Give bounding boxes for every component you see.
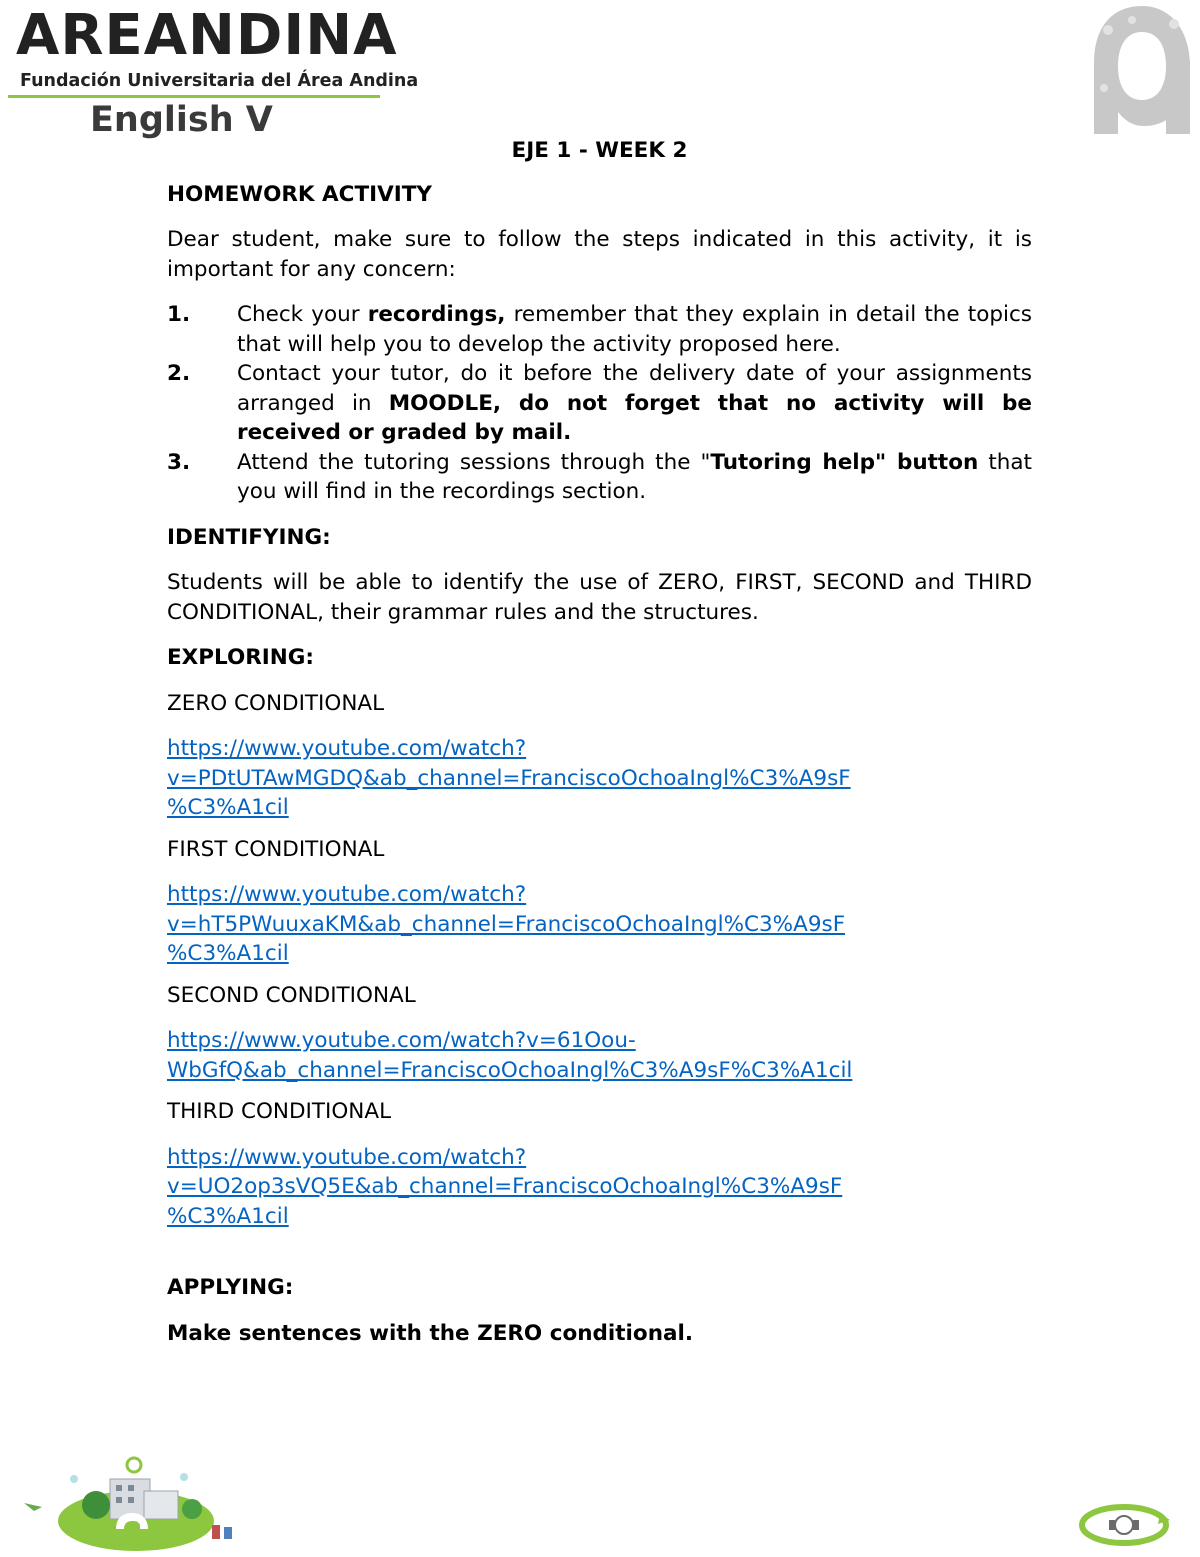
resource-link[interactable] <box>167 734 1032 823</box>
resource-link-line[interactable]: v=UO2op3sVQ5E&ab_channel=FranciscoOchoaIngl%C3%A9sF <box>167 1174 843 1199</box>
course-title: English V <box>90 100 273 140</box>
resource-list <box>167 689 1032 1232</box>
applying-heading: APPLYING: <box>167 1275 294 1300</box>
week-title: EJE 1 - WEEK 2 <box>511 138 688 163</box>
resource-link[interactable] <box>167 1143 1032 1232</box>
spacer <box>167 1243 1032 1273</box>
resource-label: ZERO CONDITIONAL <box>167 690 385 716</box>
step-text <box>237 448 1032 507</box>
resource-link-line[interactable]: https://www.youtube.com/watch? <box>167 882 527 907</box>
step-text <box>237 359 1032 448</box>
resource-link-line[interactable]: https://www.youtube.com/watch?v=61Oou- <box>167 1028 636 1053</box>
step-text-pre: Check your <box>237 302 368 327</box>
resource-link-line[interactable]: https://www.youtube.com/watch? <box>167 736 527 761</box>
exploring-heading: EXPLORING: <box>167 645 315 670</box>
step-item <box>167 448 1032 507</box>
step-text-pre: Contact your tutor, do it before the delivery date of your assignments arranged in <box>237 361 1032 416</box>
resource-link-line[interactable]: https://www.youtube.com/watch? <box>167 1144 527 1170</box>
homework-heading: HOMEWORK ACTIVITY <box>167 181 433 207</box>
campus-illustration-icon <box>12 1455 252 1557</box>
resource-link-line[interactable]: v=PDtUTAwMGDQ&ab_channel=FranciscoOchoaIngl%C3%A9sF <box>167 765 851 791</box>
step-text-post: remember that they explain in detail the topics that will help you to develop the activity proposed here. <box>237 302 1032 357</box>
resource-link-line[interactable]: v=hT5PWuuxaKM&ab_channel=FranciscoOchoaIngl%C3%A9sF <box>167 911 846 937</box>
document-body <box>167 136 1032 1364</box>
resource-link-line[interactable]: WbGfQ&ab_channel=FranciscoOchoaIngl%C3%A9sF%C3%A1cil <box>167 1057 853 1083</box>
brand-subtitle: Fundación Universitaria del Área Andina <box>20 71 419 91</box>
step-number: 1. <box>167 302 191 327</box>
resource-label: FIRST CONDITIONAL <box>167 836 385 862</box>
step-text-bold: MOODLE, do not forget that no activity will be received or graded by mail. <box>237 390 1032 445</box>
brand-header <box>8 2 418 98</box>
resource-label: THIRD CONDITIONAL <box>167 1099 392 1124</box>
resource-link[interactable] <box>167 1026 1032 1085</box>
step-text-bold: Tutoring help" button <box>710 449 979 475</box>
identifying-paragraph: Students will be able to identify the use of ZERO, FIRST, SECOND and THIRD CONDITIONAL, their grammar rules and the structures. <box>167 570 1032 625</box>
steps-list <box>167 300 1032 507</box>
green-cycle-icon <box>1074 1500 1174 1554</box>
applying-instruction: Make sentences with the ZERO conditional. <box>167 1320 694 1346</box>
resource-link-line[interactable]: %C3%A1cil <box>167 941 289 966</box>
identifying-heading: IDENTIFYING: <box>167 524 331 550</box>
step-number: 3. <box>167 449 191 475</box>
step-text-pre: Attend the tutoring sessions through the " <box>237 449 711 475</box>
step-number: 2. <box>167 361 191 386</box>
resource-link-line[interactable]: %C3%A1cil <box>167 1203 289 1229</box>
step-text-bold: recordings, <box>367 302 506 327</box>
brand-logo: AREANDINA <box>16 3 398 68</box>
resource-link-line[interactable]: %C3%A1cil <box>167 795 289 820</box>
step-text-post: that you will find in the recordings section. <box>237 449 1032 504</box>
step-item <box>167 359 1032 448</box>
resource-label: SECOND CONDITIONAL <box>167 982 416 1008</box>
step-text <box>237 300 1032 359</box>
step-item <box>167 300 1032 359</box>
intro-paragraph: Dear student, make sure to follow the steps indicated in this activity, it is important for any concern: <box>167 227 1032 282</box>
areandina-a-logo-icon <box>1088 0 1196 144</box>
resource-link[interactable] <box>167 880 1032 969</box>
